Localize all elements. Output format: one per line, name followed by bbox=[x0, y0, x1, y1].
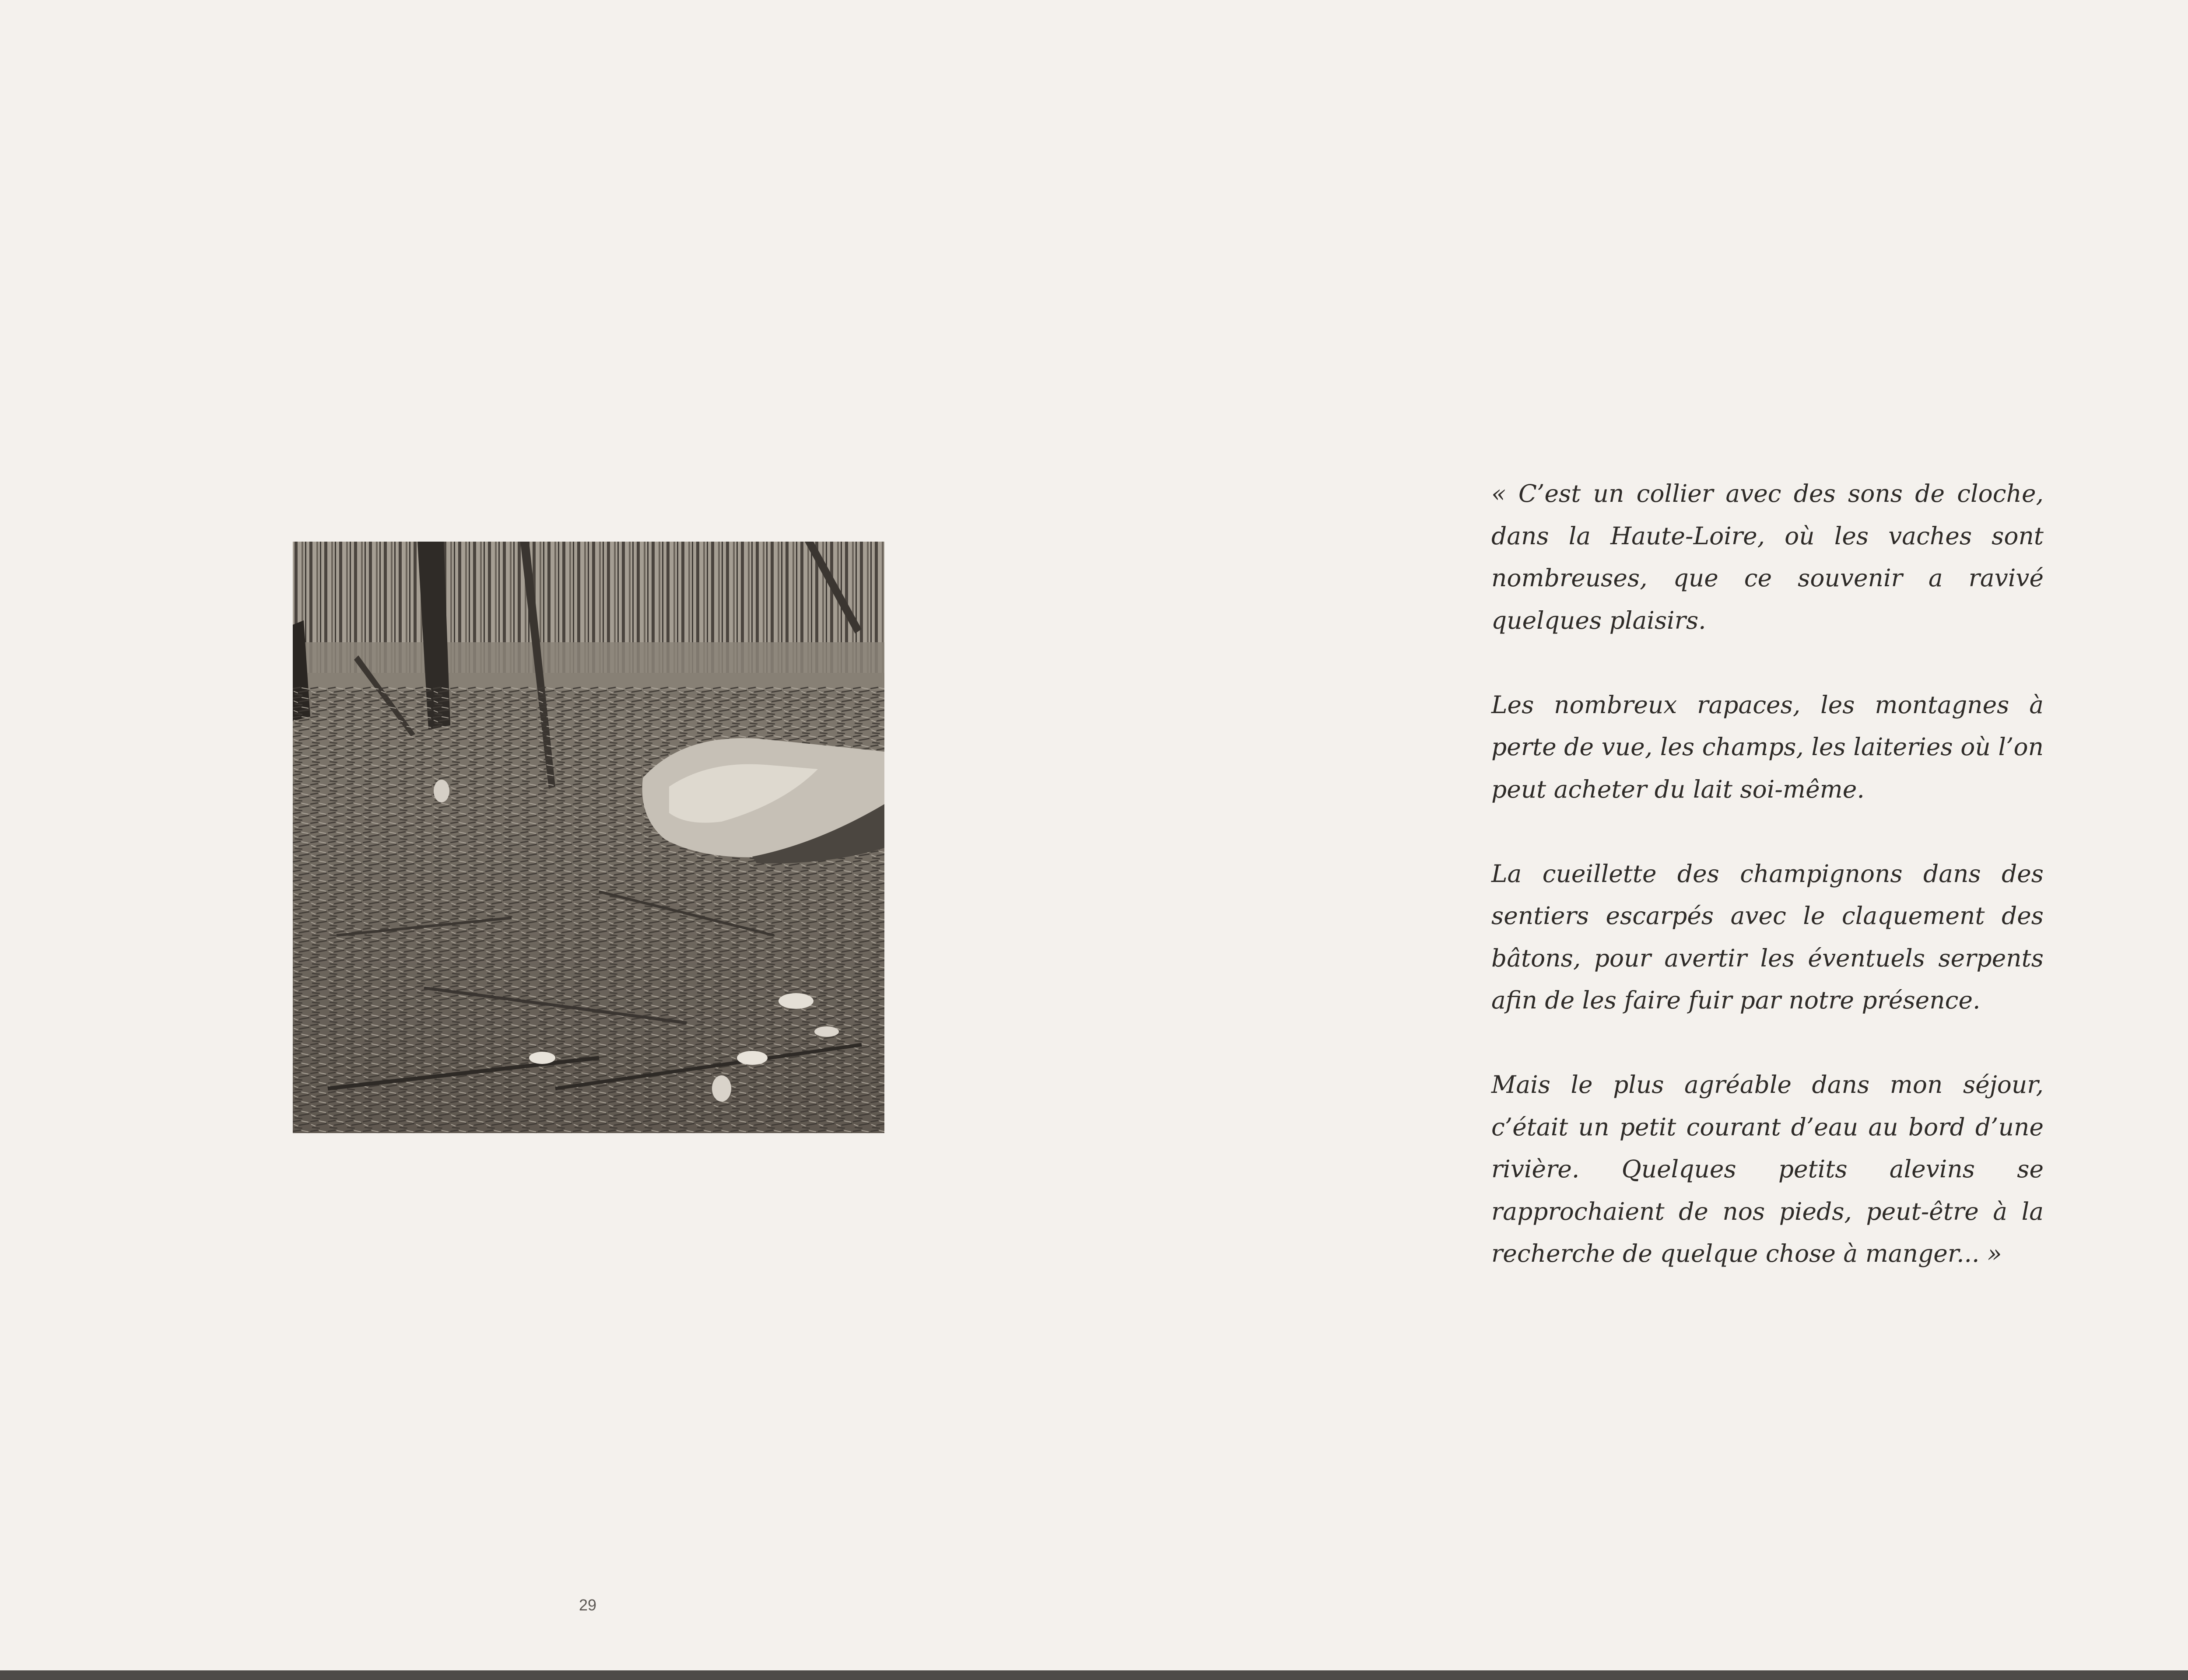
forest-photograph bbox=[293, 542, 884, 1133]
bottom-edge-shadow bbox=[0, 1670, 2188, 1680]
page-number-left: 29 bbox=[579, 1596, 597, 1614]
forest-photo-image bbox=[293, 542, 884, 1133]
paragraph-4: Mais le plus agréable dans mon séjour, c’était un petit courant d’eau au bord d’une rivière. Quelques petits alevins se rapprochaient de nos pieds, peut-être à la recherche de quelque chose à manger... » bbox=[1491, 1071, 2044, 1267]
paragraph-3: La cueillette des champignons dans des sentiers escarpés avec le claquement des bâtons, pour avertir les éventuels serpents afin de les faire fuir par notre présence. bbox=[1491, 859, 2044, 1014]
paragraph-1: « C’est un collier avec des sons de cloche, dans la Haute-Loire, où les vaches sont nombreuses, que ce souvenir a ravivé quelques plaisirs. bbox=[1491, 480, 2044, 634]
paragraph-2: Les nombreux rapaces, les montagnes à perte de vue, les champs, les laiteries où l’on peut acheter du lait soi-même. bbox=[1491, 690, 2044, 803]
quote-text bbox=[1491, 472, 2044, 1275]
